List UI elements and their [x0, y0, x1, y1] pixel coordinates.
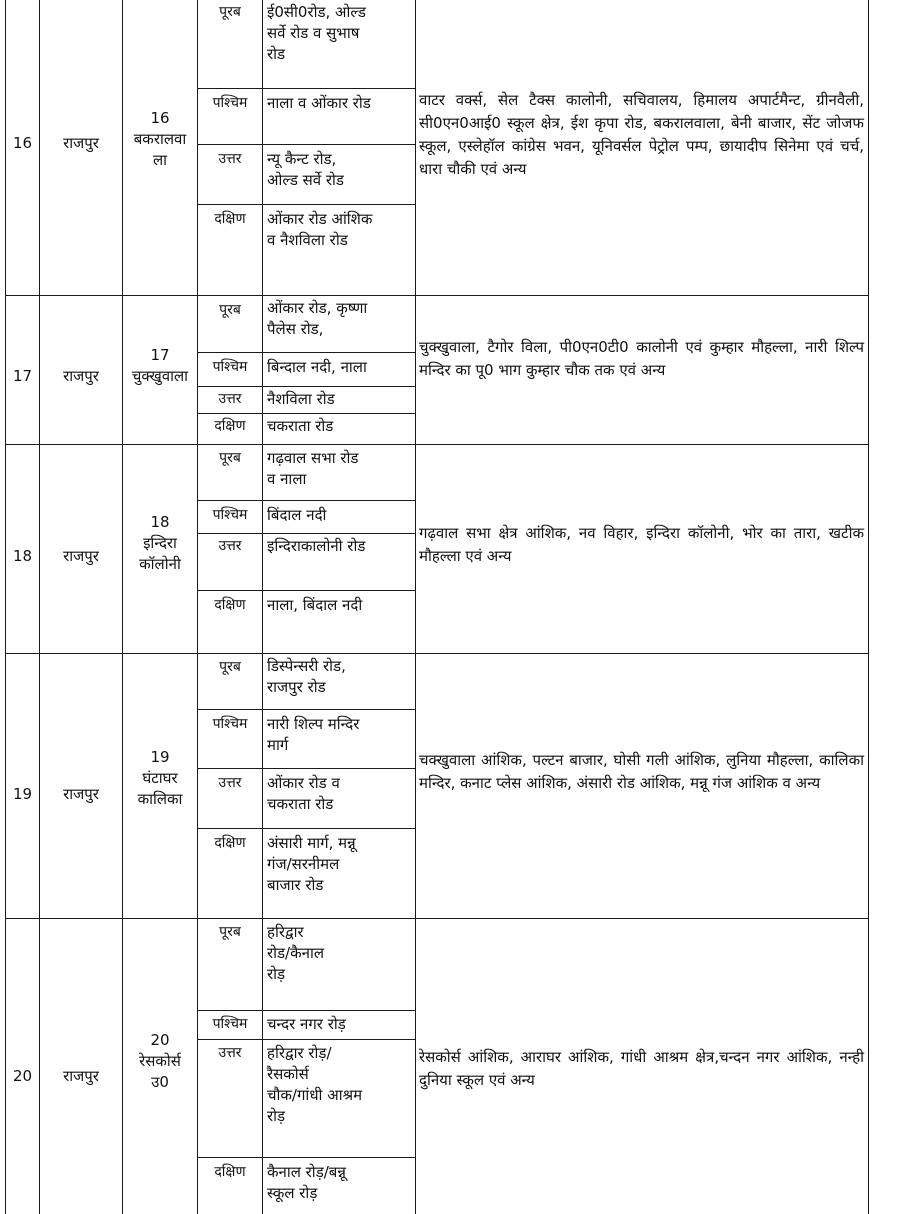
boundary-description: चकराता रोड: [267, 417, 334, 435]
boundary-description: हरिद्वार रोड/कैनाल रोड़: [267, 923, 324, 983]
boundary-description: ओंकार रोड आंशिक व नैशविला रोड: [267, 210, 373, 249]
boundary-direction: पूरब: [219, 924, 241, 940]
boundary-direction: दक्षिण: [214, 597, 246, 613]
subrow-rule: [197, 352, 415, 353]
zone-name: राजपुर: [63, 1067, 99, 1085]
boundary-direction: उत्तर: [218, 1045, 242, 1061]
boundary-description: नैशविला रोड: [267, 390, 335, 408]
ward-name: 16 बकरालवा ला: [133, 109, 187, 169]
column-rule: [415, 0, 416, 1214]
serial-number: 16: [12, 134, 33, 152]
boundary-description: नाला, बिंदाल नदी: [267, 596, 363, 614]
boundary-direction: पश्चिम: [212, 359, 248, 375]
subrow-rule: [197, 500, 415, 501]
boundary-direction: पूरब: [219, 450, 241, 466]
subrow-rule: [197, 88, 415, 89]
serial-number: 18: [12, 547, 33, 565]
boundary-description: बिंदाल नदी: [267, 506, 327, 524]
ward-name: 17 चुक्खुवाला: [131, 346, 189, 385]
subrow-rule: [197, 1010, 415, 1011]
boundary-description: बिन्दाल नदी, नाला: [267, 358, 367, 376]
column-rule: [262, 444, 263, 653]
zone-name: राजपुर: [63, 785, 99, 803]
included-areas: चुक्खुवाला, टैगोर विला, पी0एन0टी0 कालोनी एवं कुम्हार मौहल्ला, नारी शिल्प मन्दिर का पू0 भाग कुम्हार चौक तक एवं अन्य: [419, 338, 864, 379]
ward-name: 18 इन्दिरा कॉलोनी: [139, 513, 181, 573]
subrow-rule: [197, 413, 415, 414]
row-rule: [5, 653, 869, 654]
column-rule: [868, 0, 869, 1214]
column-rule: [262, 0, 263, 295]
column-rule: [39, 0, 40, 1214]
boundary-direction: दक्षिण: [214, 418, 246, 434]
boundary-description: कैनाल रोड़/बन्नू स्कूल रोड़: [267, 1163, 346, 1202]
boundary-description: हरिद्वार रोड़/ रैसकोर्स चौक/गांधी आश्रम रोड़: [267, 1044, 363, 1125]
subrow-rule: [197, 386, 415, 387]
boundary-direction: पूरब: [219, 4, 241, 20]
row-rule: [5, 295, 869, 296]
boundary-direction: दक्षिण: [214, 1164, 246, 1180]
included-areas: गढ़वाल सभा क्षेत्र आंशिक, नव विहार, इन्दिरा कॉलोनी, भोर का तारा, खटीक मौहल्ला एवं अन्य: [419, 524, 864, 565]
boundary-description: चन्दर नगर रोड़: [267, 1015, 346, 1033]
ward-name: 20 रेसकोर्स उ0: [139, 1031, 181, 1091]
boundary-description: नारी शिल्प मन्दिर मार्ग: [267, 715, 360, 754]
included-areas: वाटर वर्क्स, सेल टैक्स कालोनी, सचिवालय, हिमालय अपार्टमैन्ट, ग्रीनवैली, सी0एन0आई0 स्कूल क्षेत्र, ईश कृपा रोड, बकरालवाला, बेनी बाजार, सेंट जोजफ स्कूल, एस्लेहॉल कांग्रेस भवन, यूनिवर्सल पेट्रोल पम्प, छायादीप सिनेमा एवं चर्च, धारा चौकी एवं अन्य: [419, 91, 864, 178]
subrow-rule: [197, 204, 415, 205]
boundary-direction: उत्तर: [218, 391, 242, 407]
subrow-rule: [197, 590, 415, 591]
boundary-description: डिस्पेन्सरी रोड, राजपुर रोड: [267, 657, 346, 696]
zone-name: राजपुर: [63, 367, 99, 385]
boundary-description: ई0सी0रोड, ओल्ड सर्वे रोड व सुभाष रोड: [267, 3, 366, 63]
boundary-direction: पश्चिम: [212, 507, 248, 523]
serial-number: 19: [12, 785, 33, 803]
boundary-description: ओंकार रोड व चकराता रोड: [267, 774, 340, 813]
column-rule: [262, 653, 263, 918]
boundary-direction: पूरब: [219, 659, 241, 675]
boundary-description: न्यू कैन्ट रोड, ओल्ड सर्वे रोड: [267, 150, 344, 189]
included-areas: चक्खुवाला आंशिक, पल्टन बाजार, घोसी गली आंशिक, लुनिया मौहल्ला, कालिका मन्दिर, कनाट प्लेस आंशिक, अंसारी रोड आंशिक, मन्नू गंज आंशिक व अन्य: [419, 751, 864, 792]
boundary-description: इन्दिराकालोनी रोड: [267, 537, 366, 555]
boundary-description: अंसारी मार्ग, मन्नू गंज/सरनीमल बाजार रोड: [267, 834, 356, 894]
row-rule: [5, 918, 869, 919]
subrow-rule: [197, 533, 415, 534]
column-rule: [262, 918, 263, 1214]
boundary-direction: दक्षिण: [214, 835, 246, 851]
boundary-direction: पश्चिम: [212, 716, 248, 732]
serial-number: 20: [12, 1067, 33, 1085]
ward-name: 19 घंटाघर कालिका: [137, 748, 183, 808]
boundary-direction: पूरब: [219, 302, 241, 318]
row-rule: [5, 444, 869, 445]
boundary-description: ओंकार रोड, कृष्णा पैलेस रोड,: [267, 299, 368, 338]
boundary-direction: पश्चिम: [212, 95, 248, 111]
subrow-rule: [197, 828, 415, 829]
zone-name: राजपुर: [63, 547, 99, 565]
subrow-rule: [197, 709, 415, 710]
zone-name: राजपुर: [63, 134, 99, 152]
subrow-rule: [197, 1157, 415, 1158]
subrow-rule: [197, 768, 415, 769]
boundary-direction: उत्तर: [218, 775, 242, 791]
column-rule: [5, 0, 6, 1214]
subrow-rule: [197, 144, 415, 145]
serial-number: 17: [12, 367, 33, 385]
boundary-direction: दक्षिण: [214, 211, 246, 227]
boundary-direction: उत्तर: [218, 151, 242, 167]
boundary-description: गढ़वाल सभा रोड व नाला: [267, 449, 359, 488]
boundary-description: नाला व ओंकार रोड: [267, 94, 371, 112]
column-rule: [262, 295, 263, 444]
subrow-rule: [197, 1039, 415, 1040]
included-areas: रेसकोर्स आंशिक, आराघर आंशिक, गांधी आश्रम क्षेत्र,चन्दन नगर आंशिक, नन्ही दुनिया स्कूल एवं अन्य: [419, 1048, 864, 1089]
boundary-direction: उत्तर: [218, 538, 242, 554]
boundary-direction: पश्चिम: [212, 1016, 248, 1032]
